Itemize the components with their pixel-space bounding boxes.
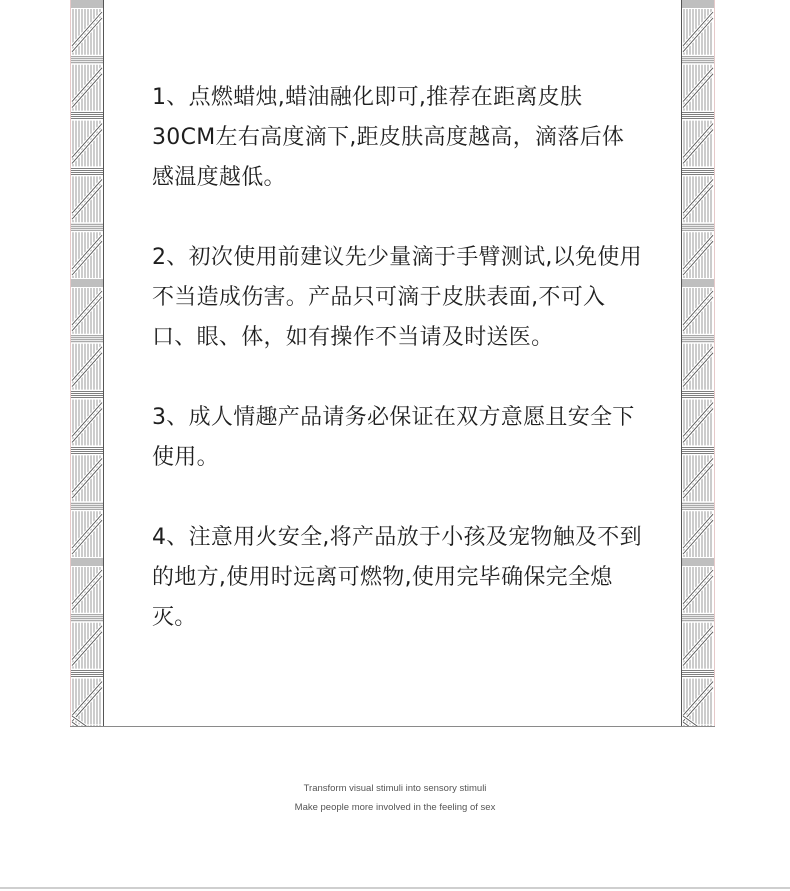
- instruction-3: 3、成人情趣产品请务必保证在双方意愿且安全下使用。: [152, 405, 635, 470]
- instruction-2: 2、初次使用前建议先少量滴于手臂测试,以免使用不当造成伤害。产品只可滴于皮肤表面,不可入口、眼、体，如有操作不当请及时送医。: [152, 245, 642, 350]
- tagline-line-2: Make people more involved in the feeling of sex: [294, 802, 496, 813]
- right-edge-line: [714, 0, 715, 726]
- page-bottom-rule: [0, 887, 790, 889]
- tagline-line-1: Transform visual stimuli into sensory stimuli: [303, 783, 487, 794]
- right-pattern-border: [681, 0, 715, 726]
- frame-bottom-line: [70, 726, 715, 727]
- left-pattern-border: [70, 0, 104, 726]
- instruction-4: 4、注意用火安全,将产品放于小孩及宠物触及不到的地方,使用时远离可燃物,使用完毕确保完全熄灭。: [152, 525, 642, 630]
- left-edge-line: [70, 0, 71, 726]
- instruction-1: 1、点燃蜡烛,蜡油融化即可,推荐在距离皮肤30CM左右高度滴下,距皮肤高度越高，滴落后体感温度越低。: [152, 85, 625, 190]
- instructions-list: [152, 78, 642, 678]
